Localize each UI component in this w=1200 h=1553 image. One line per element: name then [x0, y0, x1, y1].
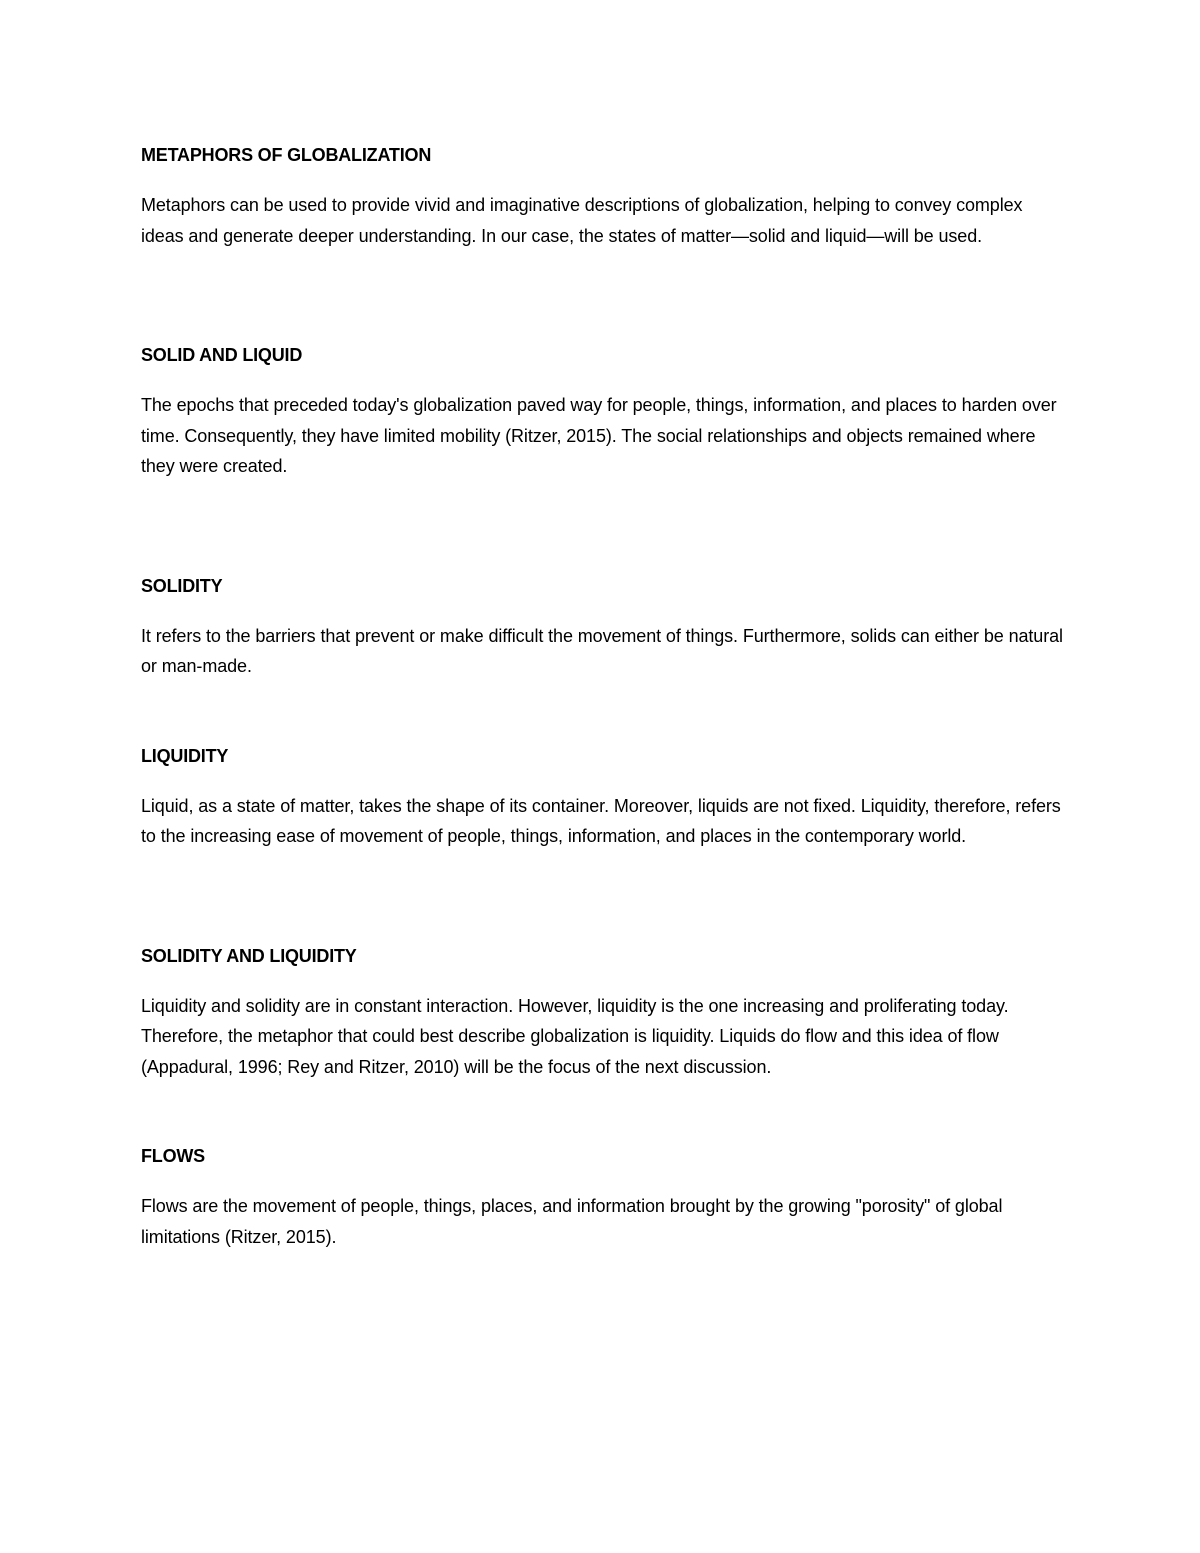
section-paragraph: Metaphors can be used to provide vivid and imaginative descriptions of globalization, helping to convey complex ideas and generate deeper understanding. In our case, the states of matter—solid and liquid—will be used. [141, 195, 1023, 246]
document-content [141, 140, 1066, 1252]
section-heading: SOLIDITY AND LIQUIDITY [141, 945, 357, 966]
section-paragraph: The epochs that preceded today's globalization paved way for people, things, information, and places to harden over time. Consequently, they have limited mobility (Ritzer, 2015). The social relationships and objects remained where they were created. [141, 395, 1057, 476]
section-paragraph: Liquid, as a state of matter, takes the shape of its container. Moreover, liquids are not fixed. Liquidity, therefore, refers to the increasing ease of movement of people, things, information, and places in the contemporary world. [141, 795, 1061, 846]
section-heading: METAPHORS OF GLOBALIZATION [141, 145, 432, 165]
section-solidity-and-liquidity [141, 941, 1066, 1083]
section-solidity [141, 571, 1066, 682]
section-flows [141, 1141, 1066, 1252]
section-heading: SOLIDITY [141, 575, 223, 596]
section-paragraph: Flows are the movement of people, things, places, and information brought by the growing "porosity" of global limitations (Ritzer, 2015). [141, 1196, 1003, 1247]
section-paragraph: Liquidity and solidity are in constant interaction. However, liquidity is the one increasing and proliferating today. Therefore, the metaphor that could best describe globalization is liquidity. Liquids do flow and this idea of flow (Appadural, 1996; Rey and Ritzer, 2010) will be the focus of the next discussion. [141, 995, 1009, 1077]
section-metaphors-of-globalization [141, 140, 1066, 251]
section-heading: LIQUIDITY [141, 745, 229, 766]
section-heading: SOLID AND LIQUID [141, 345, 303, 365]
section-paragraph: It refers to the barriers that prevent or make difficult the movement of things. Furthermore, solids can either be natural or man-made. [141, 625, 1063, 676]
section-solid-and-liquid [141, 340, 1066, 482]
section-liquidity [141, 741, 1066, 852]
section-heading: FLOWS [141, 1146, 205, 1166]
